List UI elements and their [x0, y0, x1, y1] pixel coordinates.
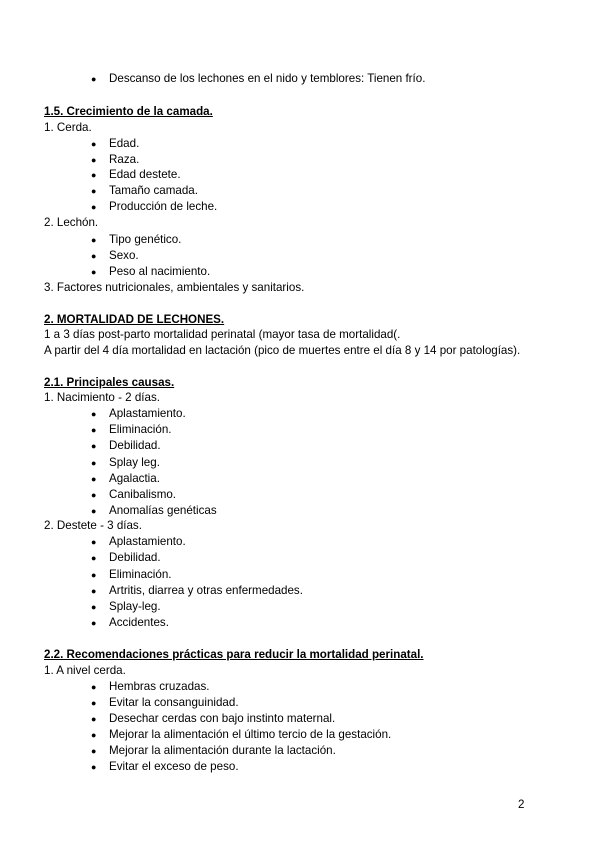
list-item-text: Hembras cruzadas.: [109, 680, 210, 693]
factores-line: 3. Factores nutricionales, ambientales y sanitarios.: [44, 281, 305, 294]
destete-label: 2. Destete - 3 días.: [44, 519, 142, 532]
bullet-icon: ●: [91, 170, 97, 180]
bullet-icon: ●: [91, 762, 97, 772]
page-number: 2: [518, 798, 525, 811]
section-heading-1-5: 1.5. Crecimiento de la camada.: [44, 105, 213, 118]
bullet-icon: ●: [91, 586, 97, 596]
list-item-text: Descanso de los lechones en el nido y temblores: Tienen frío.: [109, 72, 426, 85]
lechon-label: 2. Lechón.: [44, 216, 99, 229]
bullet-icon: ●: [91, 458, 97, 468]
bullet-icon: ●: [91, 202, 97, 212]
bullet-icon: ●: [91, 682, 97, 692]
bullet-icon: ●: [91, 490, 97, 500]
list-item-text: Producción de leche.: [109, 200, 218, 213]
list-item-text: Raza.: [109, 153, 140, 166]
bullet-icon: ●: [91, 746, 97, 756]
bullet-icon: ●: [91, 474, 97, 484]
list-item-text: Debilidad.: [109, 551, 161, 564]
list-item-text: Agalactia.: [109, 472, 160, 485]
paragraph-line: A partir del 4 día mortalidad en lactación (pico de muertes entre el día 8 y 14 por patologías).: [44, 344, 521, 357]
section-heading-2: 2. MORTALIDAD DE LECHONES.: [44, 313, 225, 326]
list-item-text: Mejorar la alimentación el último tercio de la gestación.: [109, 728, 392, 741]
list-item-text: Desechar cerdas con bajo instinto maternal.: [109, 712, 336, 725]
list-item-text: Tipo genético.: [109, 233, 182, 246]
nacimiento-label: 1. Nacimiento - 2 días.: [44, 391, 160, 404]
bullet-icon: ●: [91, 139, 97, 149]
bullet-icon: ●: [91, 698, 97, 708]
bullet-icon: ●: [91, 186, 97, 196]
bullet-icon: ●: [91, 235, 97, 245]
list-item-text: Edad destete.: [109, 168, 181, 181]
bullet-icon: ●: [91, 570, 97, 580]
section-heading-2-1: 2.1. Principales causas.: [44, 376, 175, 389]
list-item-text: Edad.: [109, 137, 140, 150]
list-item-text: Canibalismo.: [109, 488, 177, 501]
bullet-icon: ●: [91, 553, 97, 563]
list-item-text: Splay leg.: [109, 456, 160, 469]
bullet-icon: ●: [91, 409, 97, 419]
bullet-icon: ●: [91, 537, 97, 547]
list-item-text: Aplastamiento.: [109, 535, 186, 548]
bullet-icon: ●: [91, 730, 97, 740]
list-item-text: Anomalías genéticas: [109, 504, 217, 517]
bullet-icon: ●: [91, 714, 97, 724]
cerda-label: 1. Cerda.: [44, 121, 92, 134]
list-item-text: Splay-leg.: [109, 600, 161, 613]
list-item-text: Mejorar la alimentación durante la lactación.: [109, 744, 336, 757]
list-item-text: Eliminación.: [109, 423, 172, 436]
bullet-icon: ●: [91, 251, 97, 261]
bullet-icon: ●: [91, 267, 97, 277]
list-item-text: Accidentes.: [109, 616, 169, 629]
list-item-text: Evitar el exceso de peso.: [109, 760, 239, 773]
list-item-text: Aplastamiento.: [109, 407, 186, 420]
list-item-text: Tamaño camada.: [109, 184, 198, 197]
list-item-text: Peso al nacimiento.: [109, 265, 211, 278]
bullet-icon: ●: [91, 602, 97, 612]
nivel-cerda-label: 1. A nivel cerda.: [44, 664, 126, 677]
bullet-icon: ●: [91, 618, 97, 628]
bullet-icon: ●: [91, 155, 97, 165]
list-item-text: Eliminación.: [109, 568, 172, 581]
paragraph-line: 1 a 3 días post-parto mortalidad perinatal (mayor tasa de mortalidad(.: [44, 328, 401, 341]
bullet-icon: ●: [91, 506, 97, 516]
list-item-text: Debilidad.: [109, 439, 161, 452]
list-item-text: Sexo.: [109, 249, 139, 262]
list-item-text: Evitar la consanguinidad.: [109, 696, 239, 709]
section-heading-2-2: 2.2. Recomendaciones prácticas para reducir la mortalidad perinatal.: [44, 648, 424, 661]
bullet-icon: ●: [91, 74, 97, 84]
list-item-text: Artritis, diarrea y otras enfermedades.: [109, 584, 303, 597]
bullet-icon: ●: [91, 441, 97, 451]
bullet-icon: ●: [91, 425, 97, 435]
